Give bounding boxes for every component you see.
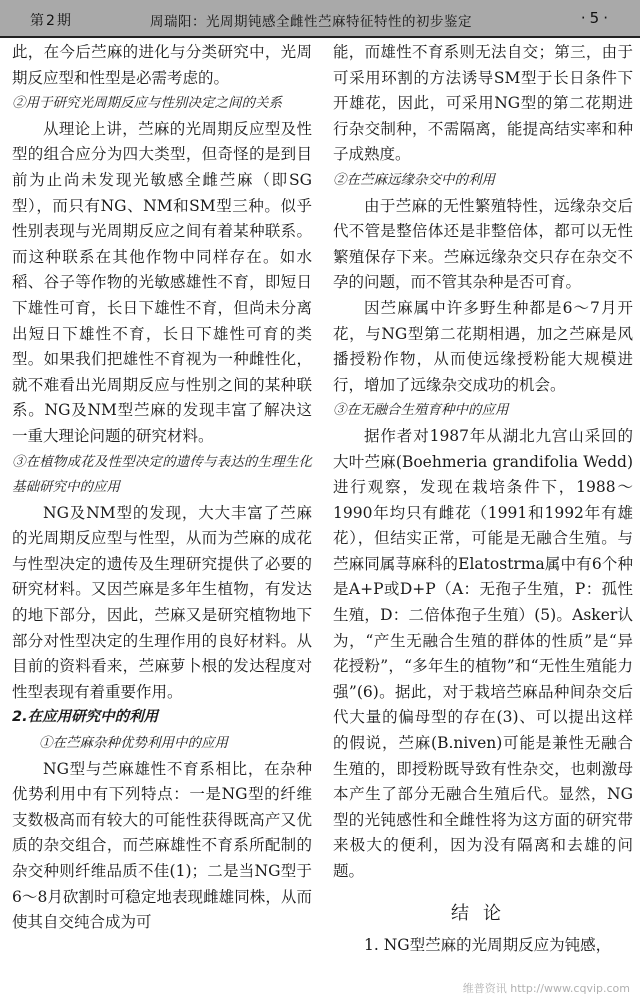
issue-number: 第2期 [30,13,73,29]
paragraph: 1. NG型苎麻的光周期反应为钝感， [364,935,612,954]
paragraph: 此，在今后苎麻的进化与分类研究中，光周期反应型和性型是必需考虑的。 [12,43,312,87]
running-title: 周瑞阳：光周期钝感全雌性苎麻特征特性的初步鉴定 [150,14,472,30]
paragraph: NG型与苎麻雄性不育系相比，在杂种优势利用中有下列特点：一是NG型的纤维支数极高而有较大的可能性获得既高产又优质的杂交组合，而苎麻雄性不育系所配制的杂交种则纤维品质不佳(1)；二是当NG型于6～8月砍割时可稳定地表现雌雄同株，从而使其自交纯合成为可 [12,759,312,932]
subheading: ③在无融合生殖育种中的应用 [333,402,509,419]
paragraph: 从理论上讲，苎麻的光周期反应型及性型的组合应分为四大类型，但奇怪的是到目前为止尚未发现光敏感全雌苎麻（即SG型），而只有NG、NM和SM型三种。似乎性别表现与光周期反应之间有着某种联系。而这种联系在其他作物中同样存在。如水稻、谷子等作物的光敏感雄性不育，即短日下雄性可育，长日下雄性不育，但尚未分离出短日下雄性不育，长日下雄性可育的类型。如果我们把雄性不育视为一种雌性化，就不难看出光周期反应与性别之间的某种联系。NG及NM型苎麻的发现丰富了解决这一重大理论问题的研究材料。 [12,119,312,445]
left-column [12,40,312,936]
subheading: ②用于研究光周期反应与性别决定之间的关系 [12,95,282,112]
subheading: ③在植物成花及性型决定的遗传与表达的生理生化基础研究中的应用 [12,453,312,496]
watermark: 维普资讯 http://www.cqvip.com [462,982,630,995]
running-header [0,0,640,38]
paragraph: 据作者对1987年从湖北九宫山采回的大叶苎麻(Boehmeria grandifolia Wedd)进行观察，发现在栽培条件下，1988～1990年均只有雌花（1991和1992年有雄花），但结实正常，可能是无融合生殖。与苎麻同属荨麻科的Elatostrma属中有6个种是A+P或D+P（A：无孢子生殖，P：孤性生殖，D：二倍体孢子生殖）(5)。Asker认为，“产生无融合生殖的群体的性质”是“异花授粉”，“多年生的植物”和“无性生殖能力强”(6)。据此，对于栽培苎麻品种间杂交后代大量的偏母型的存在(3)、可以提出这样的假说，苎麻(B.niven)可能是兼性无融合生殖的，即授粉既导致有性杂交，也刺激母本产生了部分无融合生殖后代。显然，NG型的光钝感性和全雌性将为这方面的研究带来极大的便利，因为没有隔离和去雄的问题。 [333,426,633,880]
subheading: ①在苎麻杂种优势利用中的应用 [39,735,228,752]
right-column [333,40,633,958]
subheading: ②在苎麻远缘杂交中的利用 [333,171,495,188]
paragraph: 由于苎麻的无性繁殖特性，远缘杂交后代不管是整倍体还是非整倍体，都可以无性繁殖保存下来。苎麻远缘杂交只存在杂交不孕的问题，而不管其杂种是否可育。 [333,196,633,292]
page-number: ·5· [580,9,612,27]
paragraph: 因苎麻属中许多野生种都是6～7月开花，与NG型第二花期相遇，加之苎麻是风播授粉作物，从而使远缘授粉能大规模进行，增加了远缘杂交成功的机会。 [333,298,633,394]
section-heading: 2.在应用研究中的利用 [12,709,159,726]
paragraph: NG及NM型的发现，大大丰富了苎麻的光周期反应型与性型，从而为苎麻的成花与性型决定的遗传及生理研究提供了必要的研究材料。又因苎麻是多年生植物，有发达的地下部分，因此，苎麻又是研究植物地下部分对性型决定的生理作用的良好材料。从目前的资料看来，苎麻萝卜根的发达程度对性型表现有着重要作用。 [12,503,312,701]
paragraph: 能，而雄性不育系则无法自交；第三，由于可采用环割的方法诱导SM型于长日条件下开雄花，因此，可采用NG型的第二花期进行杂交制种，不需隔离，能提高结实率和种子成熟度。 [333,43,633,164]
conclusion-heading: 结论 [451,902,515,924]
